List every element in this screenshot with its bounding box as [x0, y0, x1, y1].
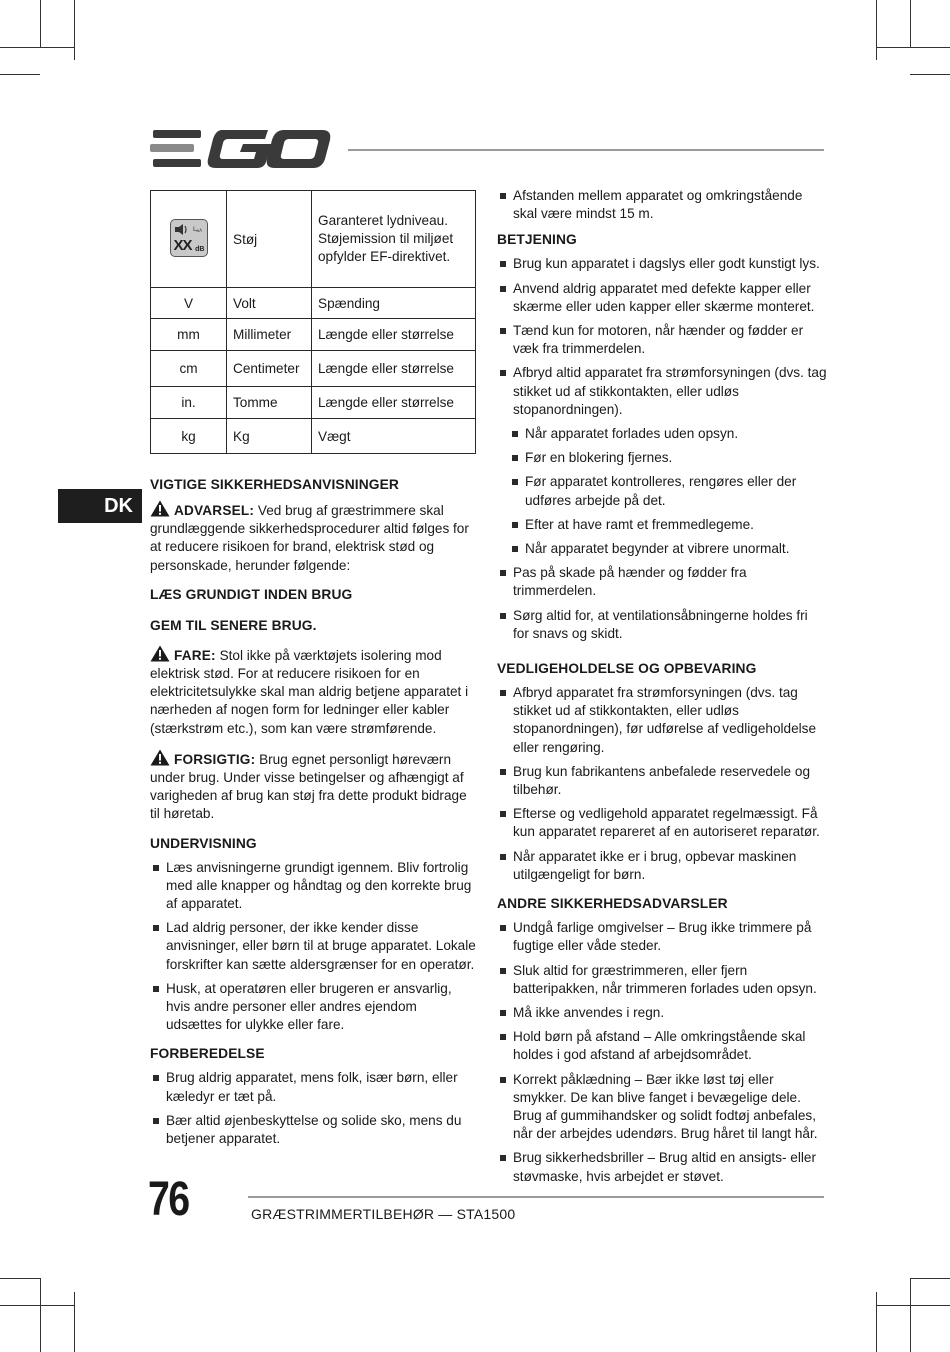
list-item: Undgå farlige omgivelser – Brug ikke trimmere på fugtige eller våde steder. — [497, 919, 827, 955]
list-item: Bær altid øjenbeskyttelse og solide sko, mens du betjener apparatet. — [150, 1112, 476, 1148]
list-item: Afbryd altid apparatet fra strømforsyningen (dvs. tag stikket ud af stikkontakten, eller udløs stopanordningen). — [497, 364, 827, 419]
table-cell-symbol — [151, 191, 227, 288]
warning-text: Ved brug af græstrimmere skal grundlæggende sikkerhedsprocedurer altid følges for at reducere risikoen for brand, elektrisk stød og personskade, herunder følgende: — [150, 503, 469, 573]
symbol-table — [150, 190, 476, 454]
crop-mark — [40, 0, 41, 47]
list-item: Efterse og vedligehold apparatet regelmæssigt. Få kun apparatet repareret af en autoriseret reparatør. — [497, 805, 827, 841]
preparation-list — [150, 1069, 476, 1148]
crop-mark — [910, 74, 950, 75]
table-row — [151, 387, 476, 419]
right-column — [497, 187, 827, 1197]
table-cell-term: Volt — [227, 288, 312, 319]
crop-mark — [910, 1278, 950, 1279]
footer-rule — [248, 1196, 824, 1198]
warning-triangle-icon — [150, 749, 170, 766]
table-cell-term: Kg — [227, 419, 312, 454]
footer-title: GRÆSTRIMMERTILBEHØR — STA1500 — [251, 1206, 516, 1222]
table-cell-meaning: Længde eller størrelse — [312, 319, 476, 351]
danger-text: Stol ikke på værktøjets isolering mod elektrisk stød. For at reducere risikoen for en elektricitetsulykke skal man aldrig betjene apparatet i nærheden af nogen form for ledninger eller kabler (stærkstrøm etc.), som kan være strømførende. — [150, 647, 469, 736]
caution-paragraph — [150, 749, 476, 824]
section-heading-preparation: FORBEREDELSE — [150, 1046, 265, 1062]
section-heading-safety: VIGTIGE SIKKERHEDSANVISNINGER — [150, 477, 399, 492]
table-row — [151, 419, 476, 454]
section-heading-operation: BETJENING — [497, 232, 577, 248]
table-cell-meaning: Garanteret lydniveau. Støjemission til miljøet opfylder EF-direktivet. — [312, 191, 476, 288]
list-item: Pas på skade på hænder og fødder fra trimmerdelen. — [497, 564, 827, 600]
warning-triangle-icon — [150, 645, 170, 662]
table-cell-term: Støj — [227, 191, 312, 288]
table-row — [151, 191, 476, 288]
crop-mark — [910, 0, 911, 47]
list-item: Når apparatet ikke er i brug, opbevar maskinen utilgængeligt for børn. — [497, 848, 827, 884]
list-item: Afstanden mellem apparatet og omkringstående skal være mindst 15 m. — [497, 187, 827, 223]
table-row — [151, 288, 476, 319]
table-cell-meaning: Længde eller størrelse — [312, 387, 476, 419]
list-item: Husk, at operatøren eller brugeren er ansvarlig, hvis andre personer eller andres ejendom udsættes for ulykke eller fare. — [150, 980, 476, 1035]
crop-mark — [0, 1278, 40, 1279]
list-item: Hold børn på afstand – Alle omkringstående skal holdes i god afstand af arbejdsområdet. — [497, 1028, 827, 1064]
list-item: Sørg altid for, at ventilationsåbningerne holdes fri for snavs og skidt. — [497, 607, 827, 643]
table-cell-meaning: Spænding — [312, 288, 476, 319]
caution-text: Brug egnet personligt høreværn under brug. Under visse betingelser og afhængigt af varigheden af brug kan støj fra dette produkt bidrage til høretab. — [150, 751, 467, 822]
list-item: Læs anvisningerne grundigt igennem. Bliv fortrolig med alle knapper og håndtag og den korrekte brug af apparatet. — [150, 859, 476, 914]
list-subitem: Når apparatet forlades uden opsyn. — [497, 425, 827, 443]
table-cell-symbol: mm — [151, 319, 227, 351]
crop-mark — [0, 47, 74, 48]
crop-mark — [0, 74, 40, 75]
sound-level-value: XX — [173, 236, 192, 254]
list-item: Tænd kun for motoren, når hænder og fødder er væk fra trimmerdelen. — [497, 322, 827, 358]
table-cell-meaning: Længde eller størrelse — [312, 351, 476, 387]
crop-mark — [40, 1278, 41, 1352]
danger-paragraph — [150, 645, 476, 738]
table-row — [151, 351, 476, 387]
table-cell-term: Millimeter — [227, 319, 312, 351]
list-item: Korrekt påklædning – Bær ikke løst tøj eller smykker. De kan blive fanget i bevægelige dele. Brug af gummihandsker og solidt fodtøj anbefales, når der arbejdes udendørs. Brug håret til langt hår. — [497, 1071, 827, 1144]
language-tab: DK — [58, 489, 142, 523]
table-cell-term: Centimeter — [227, 351, 312, 387]
section-heading-training: UNDERVISNING — [150, 835, 257, 851]
list-item: Brug sikkerhedsbriller – Brug altid en ansigts- eller støvmaske, hvis arbejdet er støvet. — [497, 1149, 827, 1185]
crop-mark — [74, 0, 75, 60]
list-subitem: Når apparatet begynder at vibrere unormalt. — [497, 540, 827, 558]
decibel-unit-icon: dB — [195, 245, 205, 253]
warning-triangle-icon — [150, 500, 170, 517]
page-number: 76 — [148, 1173, 189, 1226]
table-cell-term: Tomme — [227, 387, 312, 419]
list-item: Anvend aldrig apparatet med defekte kapper eller skærme eller uden kapper eller skærme monteret. — [497, 280, 827, 316]
crop-mark — [876, 47, 950, 48]
crop-mark — [74, 1292, 75, 1352]
crop-mark — [876, 1305, 950, 1306]
list-subitem: Efter at have ramt et fremmedlegeme. — [497, 516, 827, 534]
section-heading-other-warnings: ANDRE SIKKERHEDSADVARSLER — [497, 896, 728, 912]
list-item: Afbryd apparatet fra strømforsyningen (dvs. tag stikket ud af stikkontakten, eller udløs stopanordningen), før udførelse af vedligeholdelse eller rengøring. — [497, 684, 827, 757]
header-rule — [348, 149, 824, 151]
warning-label: ADVARSEL: — [174, 503, 255, 518]
table-cell-symbol: V — [151, 288, 227, 319]
table-row — [151, 319, 476, 351]
operation-list — [497, 255, 827, 643]
list-item: Brug aldrig apparatet, mens folk, især børn, eller kæledyr er tæt på. — [150, 1069, 476, 1105]
caution-label: FORSIGTIG: — [174, 751, 256, 767]
sound-power-icon — [170, 219, 208, 257]
table-cell-symbol: in. — [151, 387, 227, 419]
list-item: Brug kun apparatet i dagslys eller godt kunstigt lys. — [497, 255, 827, 273]
table-cell-symbol: kg — [151, 419, 227, 454]
ego-logo — [150, 128, 332, 170]
svg-text:wA: wA — [195, 227, 202, 233]
list-item: Lad aldrig personer, der ikke kender disse anvisninger, eller børn til at bruge apparatet. Lokale forskrifter kan sætte aldersgrænser for en operatør. — [150, 919, 476, 974]
list-subitem: Før en blokering fjernes. — [497, 449, 827, 467]
list-item: Sluk altid for græstrimmeren, eller fjern batteripakken, når trimmeren forlades uden opsyn. — [497, 962, 827, 998]
training-list — [150, 859, 476, 1035]
crop-mark — [876, 1292, 877, 1352]
intro-list — [497, 187, 827, 223]
crop-mark — [876, 0, 877, 60]
other-warnings-list — [497, 919, 827, 1186]
left-column — [150, 476, 476, 1159]
section-heading-read: LÆS GRUNDIGT INDEN BRUG — [150, 586, 353, 602]
list-item: Må ikke anvendes i regn. — [497, 1004, 827, 1022]
section-heading-keep: GEM TIL SENERE BRUG. — [150, 617, 317, 633]
list-item: Brug kun fabrikantens anbefalede reservedele og tilbehør. — [497, 763, 827, 799]
section-heading-maintenance: VEDLIGEHOLDELSE OG OPBEVARING — [497, 661, 757, 677]
crop-mark — [910, 1278, 911, 1352]
list-subitem: Før apparatet kontrolleres, rengøres eller der udføres arbejde på det. — [497, 473, 827, 509]
svg-text:L: L — [192, 225, 196, 233]
maintenance-list — [497, 684, 827, 884]
danger-label: FARE: — [174, 647, 216, 663]
warning-paragraph — [150, 500, 476, 575]
crop-mark — [0, 1305, 74, 1306]
table-cell-meaning: Vægt — [312, 419, 476, 454]
table-cell-symbol: cm — [151, 351, 227, 387]
